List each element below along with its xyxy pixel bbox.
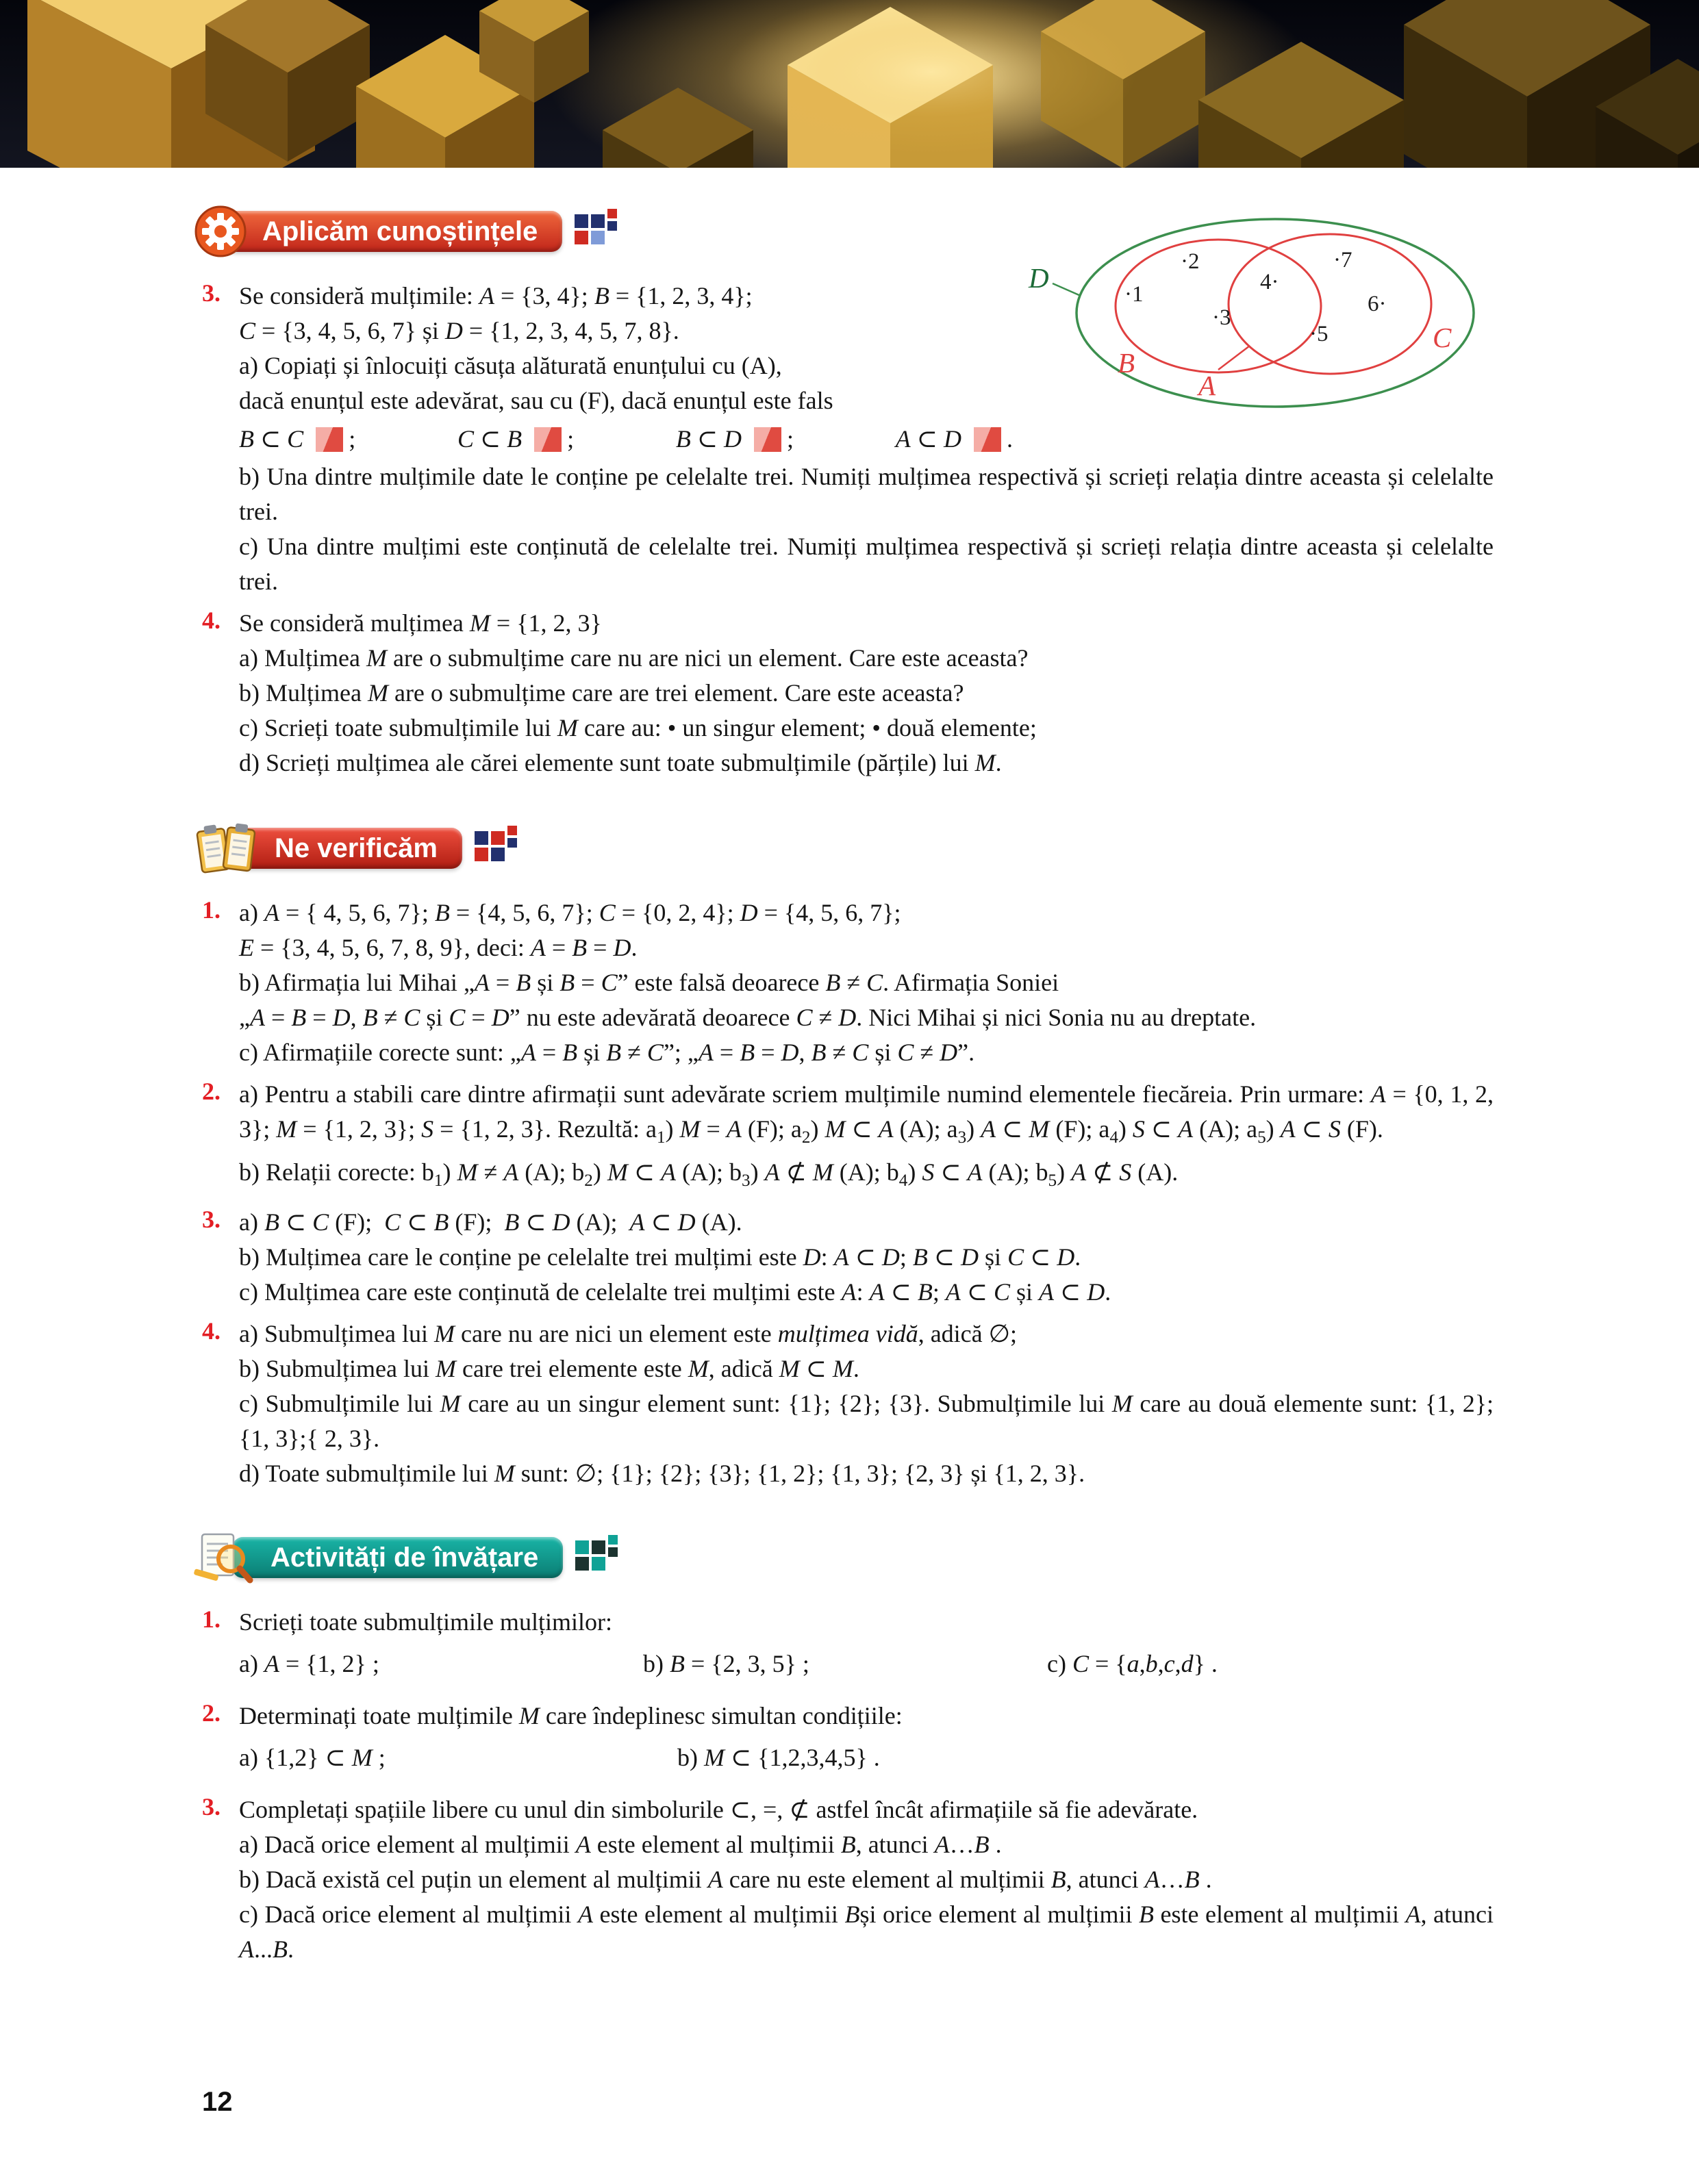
magnifier-doc-icon bbox=[194, 1529, 255, 1586]
relation-item bbox=[896, 418, 1013, 459]
problem-body bbox=[239, 1605, 1494, 1692]
activity3-item-a: a) Dacă orice element al mulțimii A este element al mulțimii B, atunci A…B . bbox=[239, 1831, 1002, 1859]
solution4-item-d: d) Toate submulțimile lui M sunt: ∅; {1}; {2}; {3}; {1, 2}; {1, 3}; {2, 3} și {1, 2, 3}. bbox=[239, 1460, 1085, 1488]
activity2-item-a: a) {1,2} ⊂ M ; bbox=[239, 1744, 386, 1772]
solution4-item-b: b) Submulțimea lui M care trei elemente este M, adică M ⊂ M. bbox=[239, 1355, 859, 1383]
set-C-ellipse bbox=[1229, 234, 1431, 374]
gear-icon bbox=[194, 205, 247, 258]
set-label-D: D bbox=[1029, 262, 1049, 294]
answer-box bbox=[534, 427, 562, 452]
set-label-C: C bbox=[1433, 322, 1452, 353]
activity1-items bbox=[239, 1641, 1494, 1686]
section-title bbox=[224, 211, 562, 252]
activity1-item-b: b) B = {2, 3, 5} ; bbox=[643, 1650, 809, 1678]
activity2-item-b: b) M ⊂ {1,2,3,4,5} . bbox=[677, 1744, 880, 1772]
problem4-intro: Se consideră mulțimea M = {1, 2, 3} bbox=[239, 609, 602, 637]
answer-box bbox=[754, 427, 781, 452]
relation-item bbox=[239, 418, 355, 459]
solution4-item-a: a) Submulțimea lui M care nu are nici un element este mulțimea vidă, adică ∅; bbox=[239, 1320, 1018, 1348]
solution3-item-c: c) Mulțimea care este conținută de celelalte trei mulțimi este A: A ⊂ B; A ⊂ C și A ⊂ D. bbox=[239, 1278, 1111, 1306]
solution4-item-c: c) Submulțimile lui M care au un singur element sunt: {1}; {2}; {3}. Submulțimile lui M care au două elemente sunt: {1, 2}; {1, 3};{ 2, 3}. bbox=[239, 1390, 1494, 1453]
activity1-intro: Scrieți toate submulțimile mulțimilor: bbox=[239, 1608, 612, 1636]
problem4-item-d: d) Scrieți mulțimea ale cărei elemente sunt toate submulțimile (părțile) lui M. bbox=[239, 749, 1002, 776]
section-title bbox=[236, 828, 462, 869]
clipboard-icon bbox=[194, 819, 260, 878]
activity-2 bbox=[202, 1699, 1494, 1786]
problem4-item-b: b) Mulțimea M are o submulțime care are trei element. Care este aceasta? bbox=[239, 679, 964, 707]
problem-body bbox=[239, 1317, 1494, 1491]
activity1-item-a: a) A = {1, 2} ; bbox=[239, 1650, 379, 1678]
problem-number: 4. bbox=[202, 1317, 221, 1345]
solution1-item-c: c) Afirmațiile corecte sunt: „A = B și B ≠ C”; „A = B = D, B ≠ C și C ≠ D”. bbox=[239, 1039, 975, 1066]
element-3: ·3 bbox=[1212, 305, 1231, 330]
solution1-item-b-line1: b) Afirmația lui Mihai „A = B și B = C” este falsă deoarece B ≠ C. Afirmația Soniei bbox=[239, 969, 1059, 996]
solution3-item-a: a) B ⊂ C (F); C ⊂ B (F); B ⊂ D (A); A ⊂ D (A). bbox=[239, 1208, 742, 1236]
problem-number: 2. bbox=[202, 1699, 221, 1727]
relation-expr: B ⊂ C bbox=[239, 425, 304, 453]
element-7: ·7 bbox=[1333, 248, 1352, 272]
problem4-item-c: c) Scrieți toate submulțimile lui M care au: • un singur element; • două elemente; bbox=[239, 714, 1037, 741]
relation-sep: ; bbox=[787, 425, 794, 453]
problem3-intro-line2: C = {3, 4, 5, 6, 7} și D = {1, 2, 3, 4, 5, 7, 8}. bbox=[239, 317, 679, 344]
activity2-items bbox=[239, 1735, 1494, 1780]
problem3-item-c: c) Una dintre mulțimi este conținută de celelalte trei. Numiți mulțimea respectivă și scrieți relația dintre aceasta și celelalte trei. bbox=[239, 533, 1494, 595]
answer-box bbox=[974, 427, 1001, 452]
relation-sep: ; bbox=[567, 425, 575, 453]
problem-body bbox=[239, 1077, 1494, 1198]
relation-expr: C ⊂ B bbox=[457, 425, 523, 453]
section-badge-verificam bbox=[194, 819, 1494, 878]
solution-3 bbox=[202, 1205, 1494, 1310]
activity3-item-b: b) Dacă există cel puțin un element al mulțimii A care nu este element al mulțimii B, atunci A…B . bbox=[239, 1866, 1212, 1894]
solution3-item-b: b) Mulțimea care le conține pe celelalte trei mulțimi este D: A ⊂ D; B ⊂ D și C ⊂ D. bbox=[239, 1243, 1081, 1271]
element-5: ·5 bbox=[1309, 322, 1329, 346]
solution-1 bbox=[202, 896, 1494, 1070]
activity1-item-c: c) C = {a,b,c,d} . bbox=[1047, 1650, 1218, 1678]
relation-sep: ; bbox=[349, 425, 356, 453]
solution2-item-a: a) Pentru a stabili care dintre afirmații sunt adevărate scriem mulțimile numind elementele fiecăreia. Prin urmare: A = {0, 1, 2, 3}; M = {1, 2, 3}; S = {1, 2, 3}. Rezultă: $a_1$) M = A (F); $a_2$) M ⊂ A (A); $a_3$) A ⊂ M (F); $a_4$) S ⊂ A (A); $a_5$) A ⊂ S (F). bbox=[239, 1080, 1494, 1147]
element-6: 6· bbox=[1368, 292, 1387, 316]
problem-number: 3. bbox=[202, 1206, 221, 1234]
solution1-item-b-line2: „A = B = D, B ≠ C și C = D” nu este adevărată deoarece C ≠ D. Nici Mihai și nici Sonia nu au dreptate. bbox=[239, 1004, 1257, 1031]
problem-4 bbox=[202, 606, 1494, 780]
answer-box bbox=[316, 427, 343, 452]
venn-svg bbox=[1022, 207, 1494, 426]
section-title-label: Activități de învățare bbox=[270, 1542, 539, 1573]
page-number: 12 bbox=[202, 2087, 233, 2117]
problem3-intro-line1: Se consideră mulțimile: A = {3, 4}; B = {1, 2, 3, 4}; bbox=[239, 282, 753, 309]
section-title-label: Aplicăm cunoștințele bbox=[262, 216, 538, 246]
venn-diagram bbox=[1022, 207, 1494, 426]
label-A-pointer bbox=[1218, 346, 1250, 370]
problem4-item-a: a) Mulțimea M are o submulțime care nu are nici un element. Care este aceasta? bbox=[239, 644, 1029, 672]
problem-number: 2. bbox=[202, 1078, 221, 1105]
solution1-item-e: E = {3, 4, 5, 6, 7, 8, 9}, deci: A = B = D. bbox=[239, 934, 638, 961]
solution-4 bbox=[202, 1317, 1494, 1491]
section-title bbox=[232, 1537, 563, 1578]
problem-body bbox=[239, 606, 1494, 780]
problem3-narrow-column bbox=[239, 279, 1037, 459]
problem-number: 3. bbox=[202, 1793, 221, 1821]
problem-number: 1. bbox=[202, 1605, 221, 1634]
section-badge-activitati bbox=[194, 1528, 1494, 1587]
relation-sep: . bbox=[1006, 425, 1013, 453]
solution2-item-b: b) Relații corecte: $b_1$) M ≠ A (A); $b_2$) M ⊂ A (A); $b_3$) A ⊄ M (A); $b_4$) S ⊂ A (A); $b_5$) A ⊄ S (A). bbox=[239, 1158, 1179, 1191]
solution-2 bbox=[202, 1077, 1494, 1198]
element-2: ·2 bbox=[1181, 249, 1200, 274]
element-4: 4· bbox=[1260, 270, 1279, 294]
pixel-mosaic-icon bbox=[575, 1535, 625, 1581]
solution1-item-a: a) A = { 4, 5, 6, 7}; B = {4, 5, 6, 7}; C = {0, 2, 4}; D = {4, 5, 6, 7}; bbox=[239, 899, 901, 926]
activity-3 bbox=[202, 1792, 1494, 1967]
problem-body bbox=[239, 1205, 1494, 1310]
pixel-mosaic-icon bbox=[475, 826, 524, 872]
section-title-label: Ne verificăm bbox=[275, 833, 438, 863]
relation-item bbox=[457, 418, 574, 459]
pixel-mosaic-icon bbox=[575, 209, 624, 255]
activity2-intro: Determinați toate mulțimile M care îndeplinesc simultan condițiile: bbox=[239, 1702, 903, 1730]
relation-expr: A ⊂ D bbox=[895, 425, 961, 453]
problem-body bbox=[239, 896, 1494, 1070]
problem3-item-b: b) Una dintre mulțimile date le conține pe celelalte trei. Numiți mulțimea respectivă și scrieți relația dintre aceasta și celelalte trei. bbox=[239, 463, 1494, 525]
problem-body bbox=[239, 1792, 1494, 1967]
activity3-item-c: c) Dacă orice element al mulțimii A este element al mulțimii Bși orice element al mulțimii B este element al mulțimii A, atunci A...B. bbox=[239, 1901, 1494, 1964]
relation-item bbox=[676, 418, 794, 459]
problem3-item-a-line1: a) Copiați și înlocuiți căsuța alăturată enunțului cu (A), bbox=[239, 352, 782, 379]
set-label-B: B bbox=[1118, 347, 1135, 379]
problem-body bbox=[239, 1699, 1494, 1786]
activity3-intro: Completați spațiile libere cu unul din simbolurile ⊂, =, ⊄ astfel încât afirmațiile să fie adevărate. bbox=[239, 1796, 1198, 1824]
answer-row bbox=[239, 418, 1013, 459]
problem3-item-a-line2: dacă enunțul este adevărat, sau cu (F), dacă enunțul este fals bbox=[239, 387, 833, 414]
problem-number: 4. bbox=[202, 607, 221, 634]
problem-number: 3. bbox=[202, 279, 221, 307]
relation-expr: B ⊂ D bbox=[675, 425, 742, 453]
label-D-pointer bbox=[1053, 283, 1081, 296]
set-label-A: A bbox=[1198, 370, 1216, 401]
set-D-ellipse bbox=[1077, 219, 1474, 407]
activity-1 bbox=[202, 1605, 1494, 1692]
element-1: ·1 bbox=[1124, 282, 1144, 307]
problem-number: 1. bbox=[202, 896, 221, 924]
